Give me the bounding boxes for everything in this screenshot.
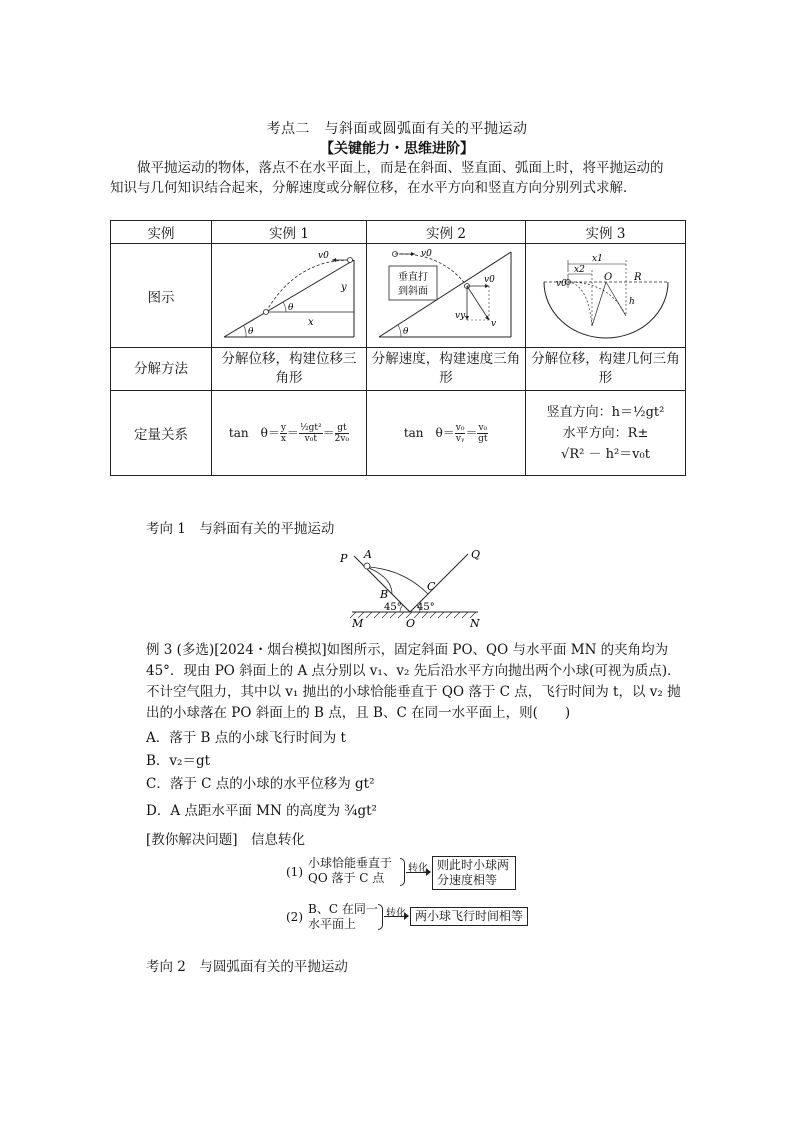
label-C: C [427,580,436,593]
incline-problem-figure [334,546,494,628]
label-theta: θ [288,303,294,313]
label-x1: x1 [592,254,603,264]
formula-text: ＝ [465,425,478,440]
relation-example-1 [212,391,367,476]
incline-displacement-diagram [216,244,362,343]
flow-condition [308,902,378,932]
flow-result-line: 分速度相等 [437,873,498,887]
table-row-relation [111,391,686,476]
label-B: B [380,588,389,601]
flow-result: 两小球飞行时间相等 [410,907,528,926]
section-title: 考点二 与斜面或圆弧面有关的平抛运动 [266,121,528,137]
label-theta: θ [403,327,409,337]
example-question: 例 3 (多选)[2024・烟台模拟]如图所示，固定斜面 PO、QO 与水平面 MN 的夹角均为 45°．现由 PO 斜面上的 A 点分别以 v₁、v₂ 先后沿水平方向抛出两个小球(可视为质点)．不计空气阻力，其中以 v₁ 抛出的小球恰能垂直于 QO 落于 C 点，飞行时间为 t，以 v₂ 抛出的小球落在 PO 斜面上的 B 点，且 B、C 在同一水平面上，则( ) [146,642,681,721]
row-label: 定量关系 [111,391,212,476]
label-O: O [406,617,416,628]
label-theta: θ [248,327,254,337]
arrow-label: 转化 [408,863,428,874]
fraction: $\frac{\text{v₀}}{\text{vᵧ}}$ [455,422,465,444]
fraction: $\frac{y}{x}$ [280,422,286,444]
label-O: O [604,272,613,283]
intro-paragraph: 做平抛运动的物体，落点不在水平面上，而是在斜面、竖直面、弧面上时，将平抛运动的知识与几何知识结合起来，分解速度或分解位移，在水平方向和竖直方向分别列式求解． [110,160,664,196]
figure-example-1 [212,244,367,348]
figure-example-3 [526,244,686,348]
formula-text: ＝ [322,425,335,440]
fraction: $\frac{\text{v₀}}{gt}$ [478,422,488,444]
fraction: $\frac{\text{½gt²}}{\text{v₀t}}$ [299,422,322,444]
method-cell: 分解位移，构建位移三角形 [212,348,367,391]
flow-step-1 [286,856,546,896]
label-v0: v0 [318,251,329,261]
label-v0: v0 [421,249,432,259]
teach-label: [教你解决问题] 信息转化 [146,832,306,848]
arrow-head-icon [426,868,431,876]
label-v: v [491,319,497,329]
method-cell: 分解速度，构建速度三角形 [367,348,526,391]
label-v0: v0 [556,279,567,289]
label-A: A [364,548,372,561]
relation-example-3 [526,391,686,476]
relation-example-2 [367,391,526,476]
label-angle-left: 45° [384,602,402,613]
label-P: P [340,552,348,565]
label-v0: v0 [484,275,495,285]
formula-line: 竖直方向：h＝½gt² [546,404,665,420]
formula-text: tan θ＝ [228,425,280,440]
incline-velocity-diagram [371,244,521,343]
flow-number: (1) [286,865,303,879]
table-header: 实例 3 [526,221,686,244]
label-angle-right: 45° [417,602,435,613]
section-heading-2: 考向 2 与圆弧面有关的平抛运动 [146,959,348,975]
flow-condition-line: 水平面上 [308,917,357,931]
flow-number: (2) [286,910,303,924]
row-label: 图示 [111,244,212,348]
label-x: x [308,317,314,328]
label-x2: x2 [574,265,585,275]
label-N: N [470,617,480,628]
formula-line: √R² － h²＝v₀t [561,446,650,462]
brace [378,904,383,930]
table-header-row [111,221,686,244]
method-cell: 分解位移，构建几何三角形 [526,348,686,391]
comparison-table [110,220,686,476]
option-a: A．落于 B 点的小球飞行时间为 t [146,730,346,746]
arrow-label: 转化 [386,908,406,919]
semicircle-diagram [530,244,681,343]
brace [400,858,405,886]
flow-condition [308,856,392,886]
flow-step-2 [286,902,546,936]
option-c: C．落于 C 点的小球的水平位移为 gt² [146,776,375,792]
note-line-2: 到斜面 [398,286,428,297]
label-h: h [629,297,635,307]
arrow-head-icon [404,912,409,920]
flow-result [432,856,516,890]
section-subtitle: 【关键能力・思维进阶】 [320,141,474,157]
table-row-figure [111,244,686,348]
flow-result-line: 则此时小球两 [437,858,510,872]
fraction: $\frac{gt}{\text{2v₀}}$ [334,422,350,444]
option-b: B．v₂＝gt [146,753,211,769]
label-vy: vy [455,311,466,321]
figure-example-2 [367,244,526,348]
section-heading-1: 考向 1 与斜面有关的平抛运动 [146,521,335,537]
table-header: 实例 [111,221,212,244]
table-header: 实例 1 [212,221,367,244]
label-M: M [352,617,364,628]
label-Q: Q [471,548,481,561]
flow-condition-line: QO 落于 C 点 [308,871,385,885]
row-label: 分解方法 [111,348,212,391]
table-row-method [111,348,686,391]
formula-line: 水平方向：R± [562,425,649,441]
formula-text: tan θ＝ [403,425,455,440]
flow-condition-line: 小球恰能垂直于 [308,856,393,870]
label-y: y [341,282,347,293]
note-line-1: 垂直打 [398,272,428,283]
label-R: R [634,272,642,283]
flow-condition-line: B、C 在同一 [308,902,378,916]
formula-text: ＝ [286,425,299,440]
option-d: D．A 点距水平面 MN 的高度为 ¾gt² [146,803,377,819]
table-header: 实例 2 [367,221,526,244]
